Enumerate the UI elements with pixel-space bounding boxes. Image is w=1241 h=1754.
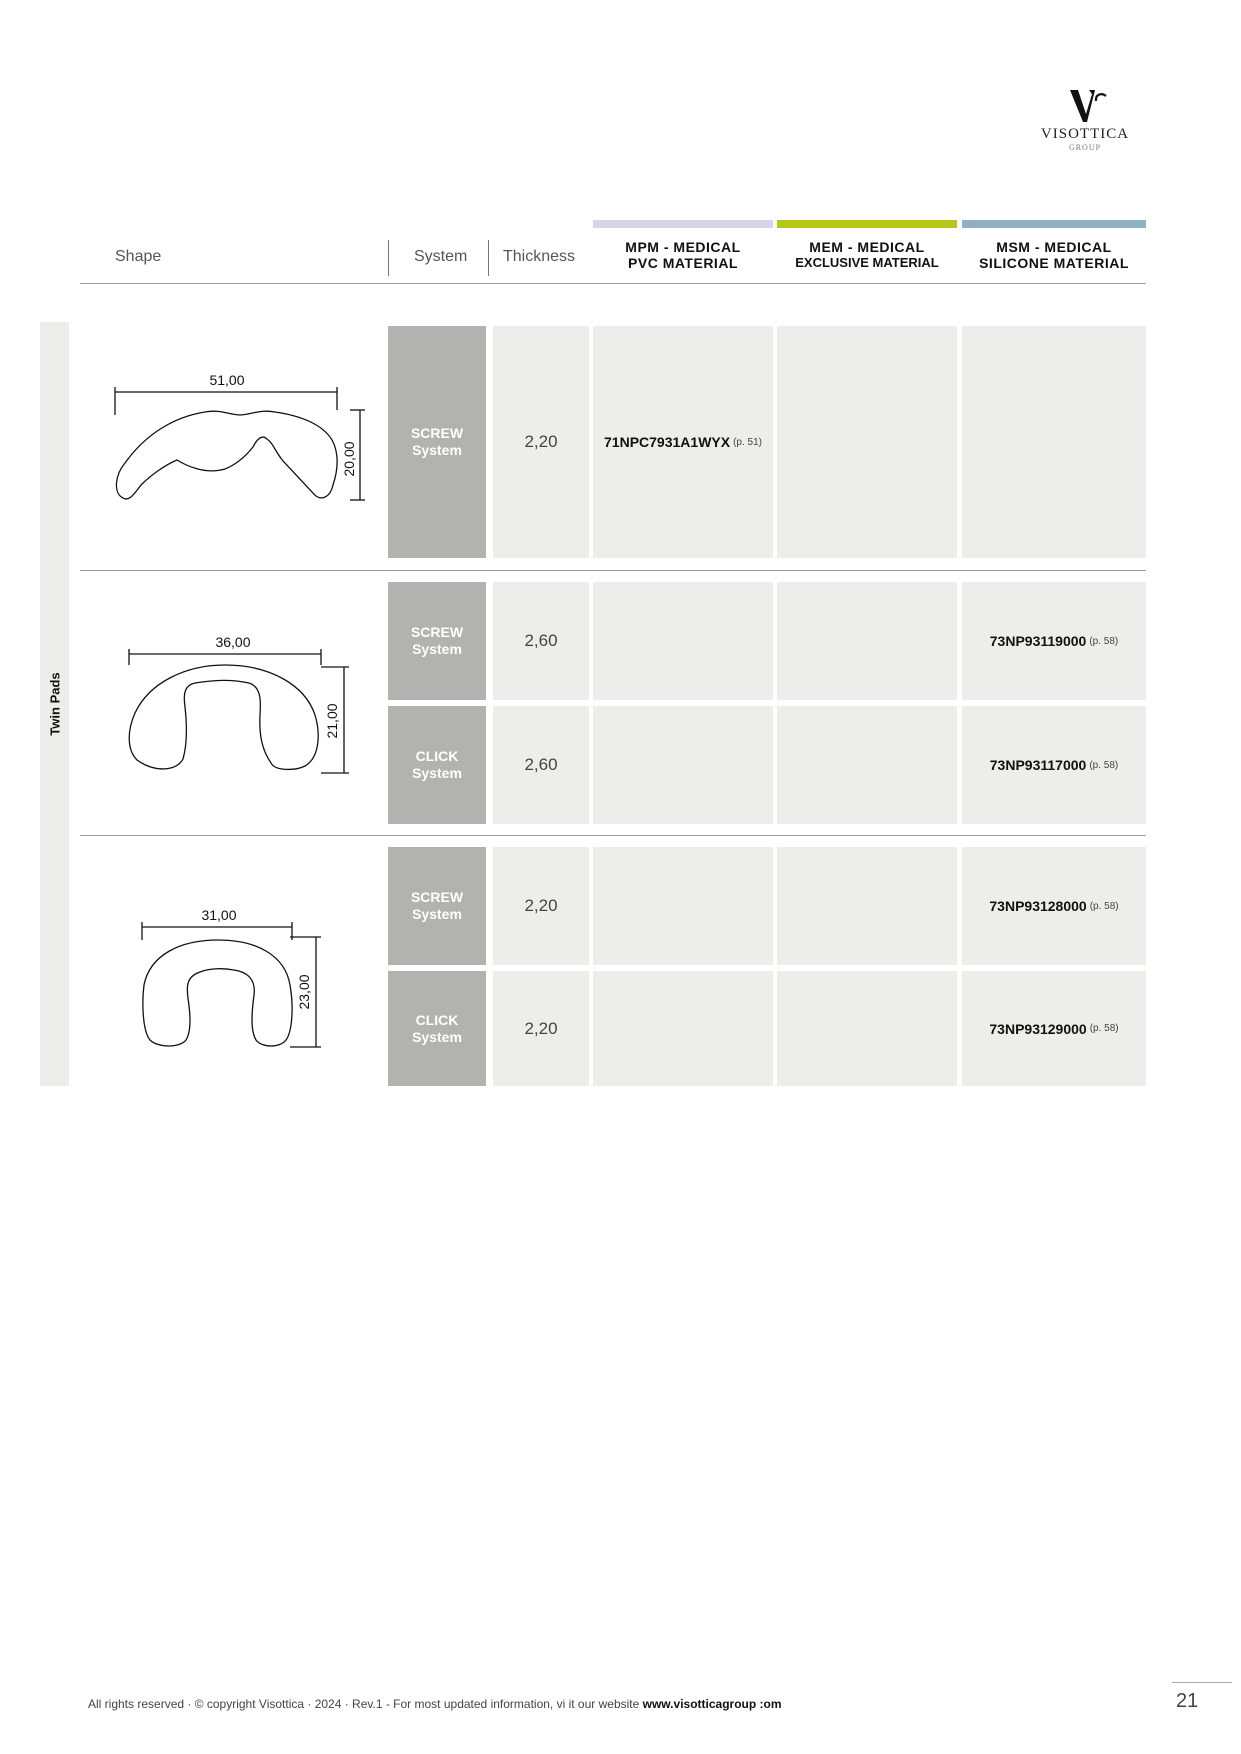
mem-code-cell	[777, 706, 957, 824]
mem-code-cell	[777, 326, 957, 558]
thickness-cell: 2,20	[493, 326, 589, 558]
product-code: 73NP93129000	[989, 1020, 1087, 1037]
pad-shape-drawing-2	[115, 625, 355, 785]
system-cell: SCREW System	[388, 847, 486, 965]
msm-code-cell	[962, 971, 1146, 1086]
footer-text: All rights reserved · © copyright Visottica · 2024 · Rev.1 - For most updated information, vi it our website www.visotticagroup :om	[88, 1697, 782, 1711]
category-label-wrap	[40, 322, 69, 1086]
website-link[interactable]: www.visotticagroup :om	[642, 1697, 782, 1711]
thickness-cell: 2,20	[493, 847, 589, 965]
msm-code-cell	[962, 847, 1146, 965]
width-dimension-label: 31,00	[201, 907, 237, 923]
mpm-code-cell	[593, 971, 773, 1086]
msm-code-cell	[962, 326, 1146, 558]
mem-code-cell	[777, 847, 957, 965]
visottica-logo-icon	[1068, 88, 1112, 124]
mpm-code-cell	[593, 847, 773, 965]
group-divider	[80, 835, 1146, 836]
thickness-cell: 2,20	[493, 971, 589, 1086]
mpm-code-cell	[593, 582, 773, 700]
product-code: 71NPC7931A1WYX	[604, 434, 731, 450]
material-bar-mpm	[593, 220, 773, 228]
header-divider	[388, 240, 389, 276]
header-divider	[488, 240, 489, 276]
mpm-code-cell	[593, 326, 773, 558]
msm-code-cell	[962, 582, 1146, 700]
product-code: 73NP93128000	[989, 898, 1087, 914]
mpm-code-cell	[593, 706, 773, 824]
pad-shape-drawing-3	[130, 900, 330, 1060]
header-system: System	[414, 248, 468, 265]
page-number: 21	[1176, 1690, 1199, 1712]
pad-shape-drawing-1	[105, 365, 375, 515]
brand-sub: GROUP	[1068, 143, 1102, 152]
category-label: Twin Pads	[47, 672, 62, 736]
thickness-cell: 2,60	[493, 582, 589, 700]
brand-name: VISOTTICA	[1040, 126, 1130, 142]
header-rule	[80, 283, 1146, 284]
group-divider	[80, 570, 1146, 571]
material-bar-msm	[962, 220, 1146, 228]
page-reference: (p. 58)	[1089, 900, 1119, 912]
height-dimension-label: 23,00	[296, 974, 312, 1010]
header-shape: Shape	[115, 248, 162, 265]
system-cell: CLICK System	[388, 971, 486, 1086]
system-cell: SCREW System	[388, 582, 486, 700]
material-title-mpm: MPM - MEDICAL PVC MATERIAL	[625, 239, 741, 271]
page-reference: (p. 58)	[1089, 635, 1119, 647]
width-dimension-label: 51,00	[209, 372, 245, 388]
width-dimension-label: 36,00	[215, 634, 251, 650]
material-bar-mem	[777, 220, 957, 228]
product-code: 73NP93119000	[989, 633, 1087, 649]
material-title-mem: MEM - MEDICAL EXCLUSIVE MATERIAL	[795, 239, 939, 270]
header-thickness: Thickness	[503, 248, 576, 265]
mem-code-cell	[777, 582, 957, 700]
page-number-rule	[1172, 1682, 1232, 1683]
msm-code-cell	[962, 706, 1146, 824]
thickness-cell: 2,60	[493, 706, 589, 824]
height-dimension-label: 21,00	[324, 703, 340, 739]
system-cell: SCREW System	[388, 326, 486, 558]
material-title-msm: MSM - MEDICAL SILICONE MATERIAL	[979, 239, 1129, 271]
mem-code-cell	[777, 971, 957, 1086]
height-dimension-label: 20,00	[341, 441, 357, 477]
product-code: 73NP93117000	[989, 757, 1087, 773]
page-reference: (p. 58)	[1089, 1023, 1119, 1034]
page-reference: (p. 58)	[1089, 759, 1119, 771]
system-cell: CLICK System	[388, 706, 486, 824]
page-reference: (p. 51)	[733, 436, 762, 448]
